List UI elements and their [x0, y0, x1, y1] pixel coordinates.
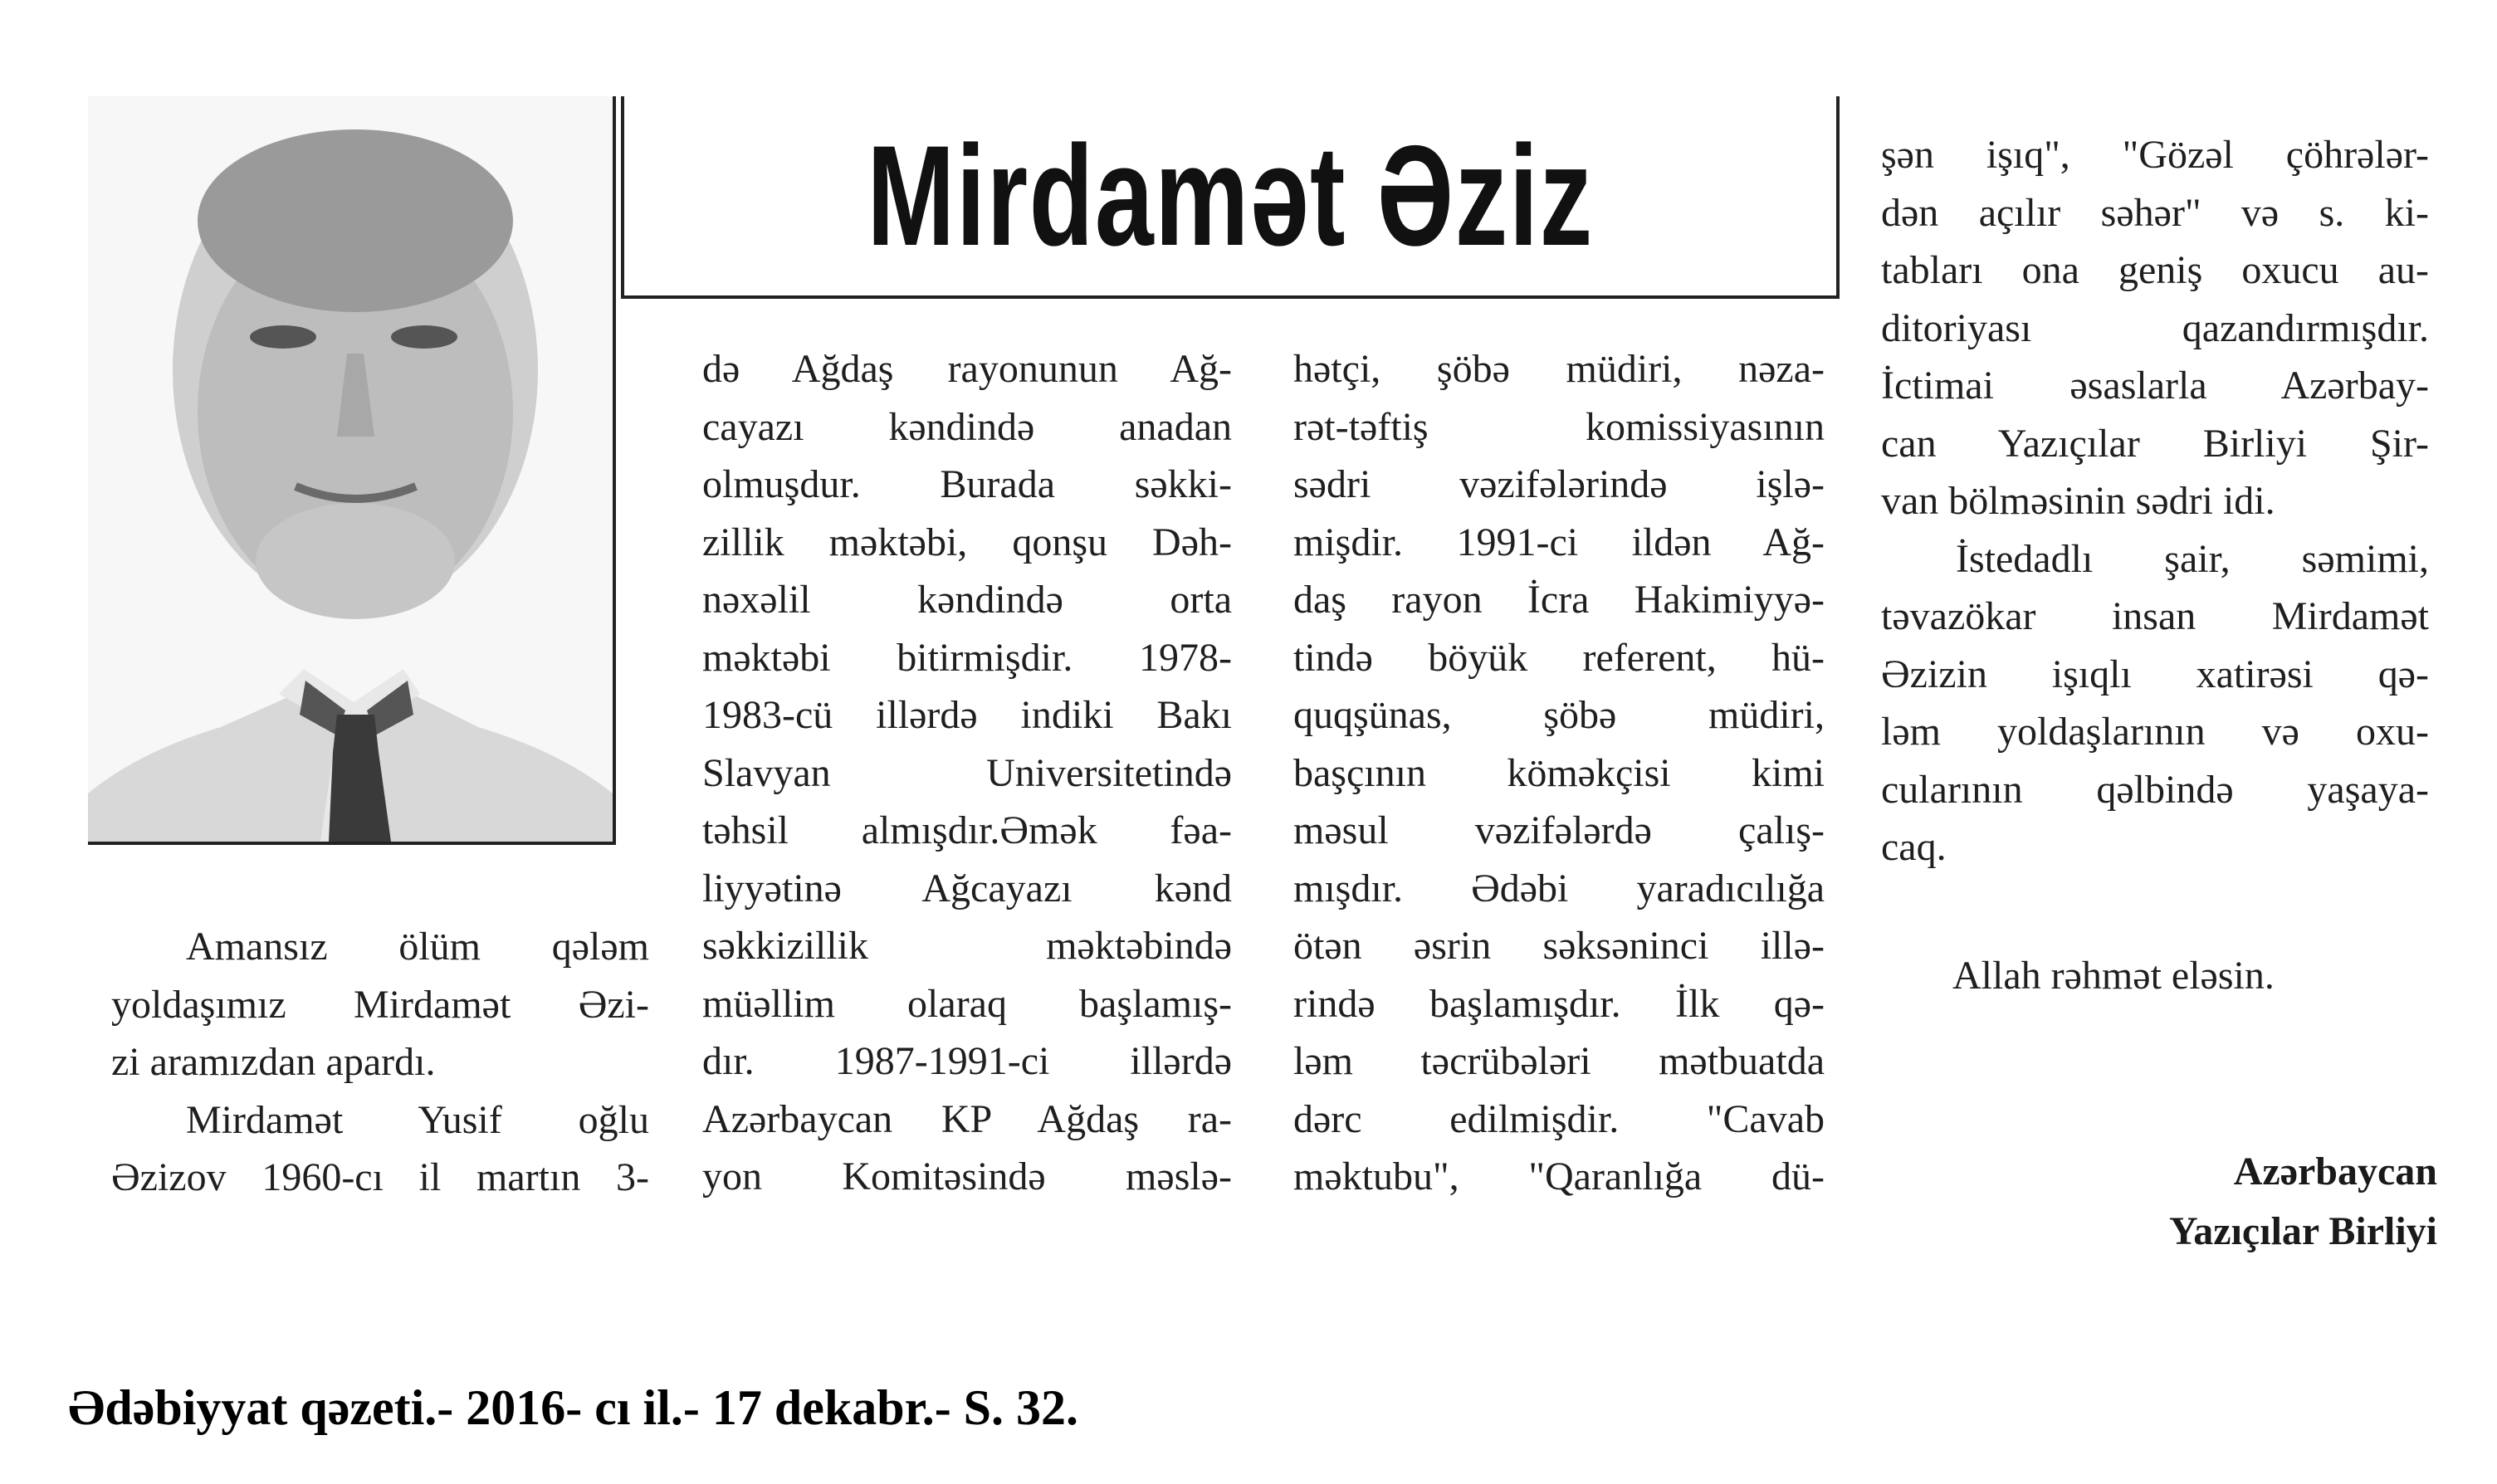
text-line: təhsil almışdır.Əmək fəa-: [702, 808, 1232, 852]
obituary-intro-column: [111, 918, 649, 1207]
text-line: cayazı kəndində anadan: [702, 404, 1232, 449]
text-line: İstedadlı şair, səmimi,: [1956, 536, 2429, 581]
text-line: İctimai əsaslarla Azərbay-: [1881, 364, 2429, 408]
text-line: məktubu", "Qaranlığa dü-: [1293, 1154, 1825, 1198]
text-line: tində böyük referent, hü-: [1293, 635, 1825, 680]
headline-frame: [621, 96, 1840, 299]
text-line: ləm təcrübələri mətbuatda: [1293, 1039, 1825, 1083]
biography-column-1: [702, 340, 1232, 1206]
text-line: dır. 1987-1991-ci illərdə: [702, 1039, 1232, 1083]
text-line: yon Komitəsində məslə-: [702, 1154, 1232, 1198]
text-line: daş rayon İcra Hakimiyyə-: [1293, 578, 1825, 622]
headline: Mirdamət Əziz: [867, 116, 1594, 276]
text-line: Azərbaycan KP Ağdaş ra-: [702, 1096, 1232, 1141]
signature-block: [1992, 1142, 2437, 1262]
text-line: Əzizin işıqlı xatirəsi qə-: [1881, 652, 2429, 696]
text-line: səkkizillik məktəbində: [702, 924, 1232, 968]
closing-prayer: Allah rəhmət eləsin.: [1952, 954, 2275, 998]
text-line: mişdir. 1991-ci ildən Ağ-: [1293, 520, 1825, 564]
signature-line: Azərbaycan: [2233, 1150, 2437, 1194]
text-line: van bölməsinin sədri idi.: [1881, 479, 2275, 523]
text-line: cularının qəlbində yaşaya-: [1881, 767, 2429, 812]
text-line: məktəbi bitirmişdir. 1978-: [702, 635, 1232, 680]
text-line: Mirdamət Yusif oğlu: [186, 1097, 649, 1142]
text-line: məsul vəzifələrdə çalış-: [1293, 808, 1825, 852]
text-line: dən açılır səhər" və s. ki-: [1881, 190, 2429, 235]
biography-column-3: [1881, 126, 2429, 876]
source-citation: Ədəbiyyat qəzeti.- 2016- cı il.- 17 dekabr.- S. 32.: [68, 1380, 1079, 1435]
text-line: sədri vəzifələrində işlə-: [1293, 462, 1825, 506]
biography-column-2: [1293, 340, 1825, 1206]
text-line: nəxəlil kəndində orta: [702, 578, 1232, 622]
text-line: caq.: [1881, 825, 1947, 869]
text-line: mışdır. Ədəbi yaradıcılığa: [1293, 866, 1825, 910]
text-line: ləm yoldaşlarının və oxu-: [1881, 710, 2429, 754]
text-line: şən işıq", "Gözəl çöhrələr-: [1881, 133, 2429, 177]
text-line: dərc edilmişdir. "Cavab: [1293, 1096, 1825, 1141]
text-line: olmuşdur. Burada səkki-: [702, 462, 1232, 506]
text-line: zillik məktəbi, qonşu Dəh-: [702, 520, 1232, 564]
text-line: rət-təftiş komissiyasının: [1293, 404, 1825, 449]
text-line: zi aramızdan apardı.: [111, 1040, 436, 1084]
text-line: can Yazıçılar Birliyi Şir-: [1881, 421, 2429, 466]
text-line: hətçi, şöbə müdiri, nəza-: [1293, 347, 1825, 391]
signature-line: Yazıçılar Birliyi: [2168, 1209, 2437, 1253]
text-line: təvazökar insan Mirdamət: [1881, 594, 2429, 638]
text-line: müəllim olaraq başlamış-: [702, 981, 1232, 1026]
text-line: də Ağdaş rayonunun Ağ-: [702, 347, 1232, 391]
text-line: quqşünas, şöbə müdiri,: [1293, 693, 1825, 737]
text-line: rində başlamışdır. İlk qə-: [1293, 981, 1825, 1026]
text-line: yoldaşımız Mirdamət Əzi-: [111, 982, 649, 1027]
text-line: Amansız ölüm qələm: [186, 925, 649, 969]
text-line: ditoriyası qazandırmışdır.: [1881, 305, 2429, 350]
text-line: tabları ona geniş oxucu au-: [1881, 248, 2429, 292]
text-line: Slavyan Universitetində: [702, 750, 1232, 795]
portrait-photo: [88, 96, 616, 845]
text-line: liyyətinə Ağcayazı kənd: [702, 866, 1232, 910]
text-line: başçının köməkçisi kimi: [1293, 750, 1825, 795]
text-line: Əzizov 1960-cı il martın 3-: [111, 1155, 649, 1199]
text-line: ötən əsrin səksəninci illə-: [1293, 924, 1825, 968]
text-line: 1983-cü illərdə indiki Bakı: [702, 693, 1232, 737]
